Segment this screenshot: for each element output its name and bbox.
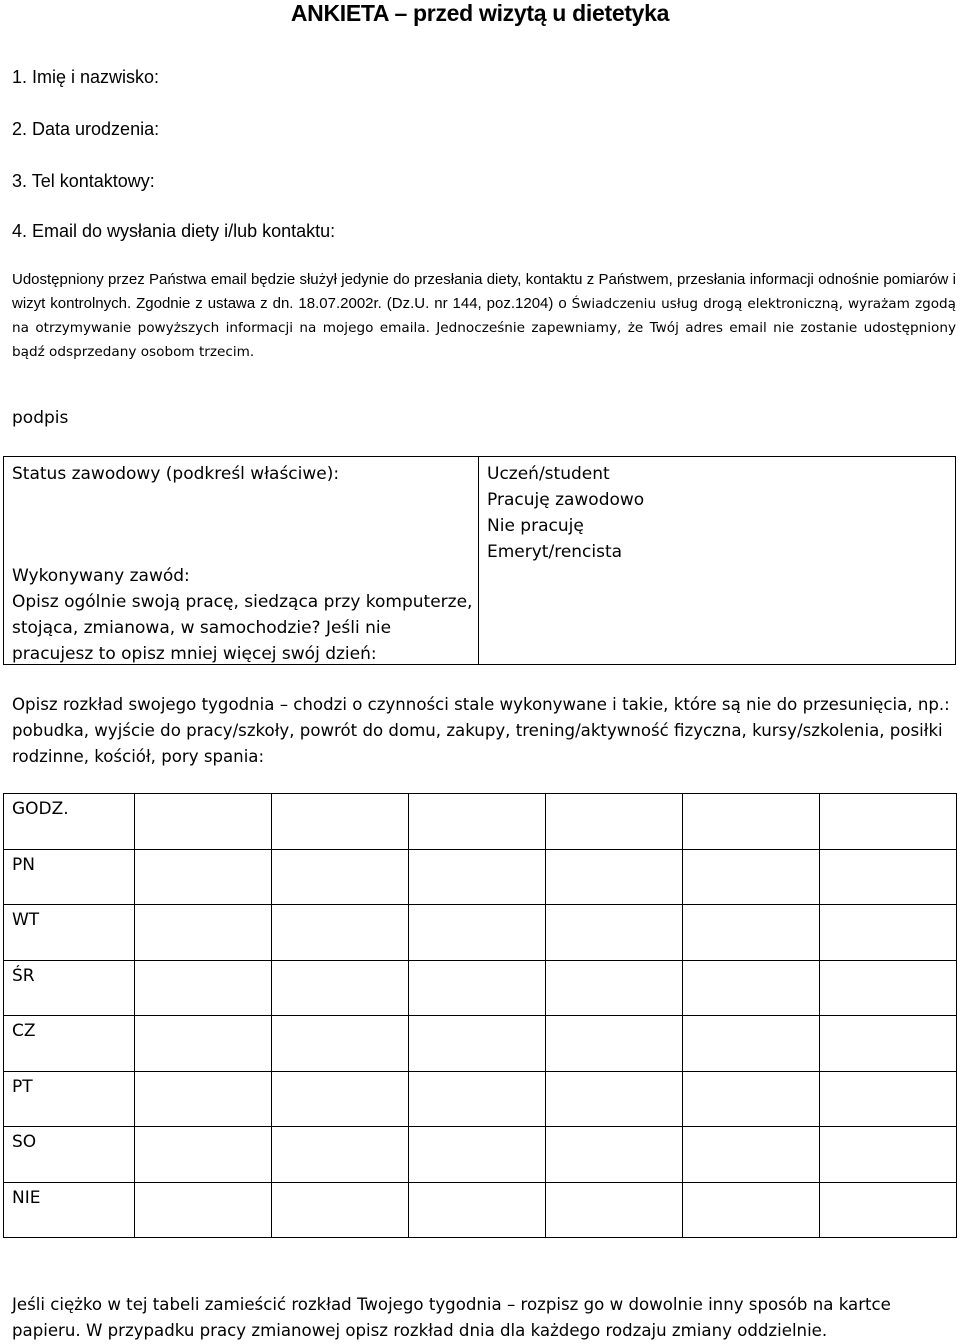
schedule-row-label: GODZ. — [4, 794, 135, 850]
schedule-row-label: ŚR — [4, 960, 135, 1016]
schedule-cell[interactable] — [546, 794, 683, 850]
schedule-row-label: WT — [4, 905, 135, 961]
status-label: Status zawodowy (podkreśl właściwe): — [12, 464, 340, 484]
schedule-cell[interactable] — [683, 1016, 820, 1072]
schedule-cell[interactable] — [135, 1016, 272, 1072]
status-option-unemployed[interactable]: Nie pracuję — [487, 516, 584, 536]
page-title: ANKIETA – przed wizytą u dietetyka — [290, 0, 670, 26]
schedule-row-label: NIE — [4, 1182, 135, 1238]
occupation-description: Opisz ogólnie swoją pracę, siedząca przy komputerze, stojąca, zmianowa, w samochodzie? Jeśli nie pracujesz to opisz mniej więcej swój dzień: — [12, 592, 473, 664]
schedule-cell[interactable] — [272, 905, 409, 961]
status-table — [3, 456, 956, 665]
status-option-retired[interactable]: Emeryt/rencista — [487, 542, 623, 562]
question-birthdate: 2. Data urodzenia: — [12, 119, 160, 139]
schedule-cell[interactable] — [272, 794, 409, 850]
email-consent-text — [12, 268, 956, 364]
occupation-block — [12, 563, 474, 667]
schedule-cell[interactable] — [683, 794, 820, 850]
schedule-cell[interactable] — [135, 849, 272, 905]
schedule-cell[interactable] — [409, 849, 546, 905]
schedule-row — [4, 1127, 957, 1183]
schedule-row-label: SO — [4, 1127, 135, 1183]
schedule-row — [4, 1071, 957, 1127]
schedule-cell[interactable] — [546, 1182, 683, 1238]
schedule-cell[interactable] — [135, 960, 272, 1016]
schedule-cell[interactable] — [820, 1182, 957, 1238]
schedule-cell[interactable] — [683, 849, 820, 905]
question-phone: 3. Tel kontaktowy: — [12, 171, 155, 191]
schedule-cell[interactable] — [683, 960, 820, 1016]
schedule-row — [4, 905, 957, 961]
schedule-row — [4, 1182, 957, 1238]
schedule-cell[interactable] — [409, 1016, 546, 1072]
schedule-cell[interactable] — [820, 849, 957, 905]
schedule-cell[interactable] — [683, 905, 820, 961]
occupation-label: Wykonywany zawód: — [12, 566, 190, 586]
footer-note: Jeśli ciężko w tej tabeli zamieścić rozkład Twojego tygodnia – rozpisz go w dowolnie inny sposób na kartce papieru. W przypadku pracy zmianowej opisz rozkład dnia dla każdego rodzaju zmiany oddzielnie. — [12, 1295, 891, 1340]
schedule-row — [4, 1016, 957, 1072]
schedule-row — [4, 794, 957, 850]
schedule-row-label: CZ — [4, 1016, 135, 1072]
status-option-employed[interactable]: Pracuję zawodowo — [487, 490, 645, 510]
schedule-cell[interactable] — [272, 1182, 409, 1238]
schedule-cell[interactable] — [272, 960, 409, 1016]
schedule-cell[interactable] — [546, 1127, 683, 1183]
schedule-row — [4, 960, 957, 1016]
schedule-cell[interactable] — [135, 1071, 272, 1127]
schedule-cell[interactable] — [546, 1016, 683, 1072]
schedule-cell[interactable] — [546, 960, 683, 1016]
schedule-cell[interactable] — [820, 1127, 957, 1183]
schedule-row-label: PN — [4, 849, 135, 905]
schedule-cell[interactable] — [272, 1016, 409, 1072]
schedule-cell[interactable] — [409, 794, 546, 850]
schedule-cell[interactable] — [820, 905, 957, 961]
schedule-cell[interactable] — [272, 1127, 409, 1183]
status-options-cell — [479, 457, 956, 665]
schedule-cell[interactable] — [546, 849, 683, 905]
schedule-cell[interactable] — [546, 1071, 683, 1127]
schedule-table — [3, 793, 957, 1238]
schedule-cell[interactable] — [409, 960, 546, 1016]
question-email: 4. Email do wysłania diety i/lub kontaktu: — [12, 221, 336, 241]
signature-label: podpis — [12, 408, 69, 428]
schedule-cell[interactable] — [135, 1182, 272, 1238]
schedule-cell[interactable] — [409, 1127, 546, 1183]
schedule-cell[interactable] — [683, 1071, 820, 1127]
schedule-cell[interactable] — [820, 960, 957, 1016]
schedule-cell[interactable] — [135, 794, 272, 850]
question-name: 1. Imię i nazwisko: — [12, 67, 160, 87]
schedule-cell[interactable] — [272, 849, 409, 905]
schedule-row-label: PT — [4, 1071, 135, 1127]
schedule-cell[interactable] — [683, 1182, 820, 1238]
schedule-cell[interactable] — [820, 794, 957, 850]
schedule-cell[interactable] — [820, 1016, 957, 1072]
schedule-cell[interactable] — [409, 905, 546, 961]
schedule-cell[interactable] — [135, 1127, 272, 1183]
schedule-cell[interactable] — [546, 905, 683, 961]
status-left-cell[interactable] — [4, 457, 479, 665]
status-option-student[interactable]: Uczeń/student — [487, 464, 610, 484]
schedule-cell[interactable] — [409, 1182, 546, 1238]
schedule-cell[interactable] — [135, 905, 272, 961]
schedule-cell[interactable] — [409, 1071, 546, 1127]
week-description: Opisz rozkład swojego tygodnia – chodzi o czynności stale wykonywane i takie, które są nie do przesunięcia, np.: pobudka, wyjście do pracy/szkoły, powrót do domu, zakupy, trening/aktywność fizyczna, kursy/szkolenia, posiłki rodzinne, kościół, pory spania: — [12, 695, 950, 766]
schedule-cell[interactable] — [820, 1071, 957, 1127]
status-options — [487, 461, 644, 565]
consent-part-c: . Jednocześnie zapewniamy, że Twój adres email nie zostanie udostępniony bądź odsprzedany osobom trzecim. — [12, 320, 956, 360]
schedule-cell[interactable] — [272, 1071, 409, 1127]
consent-part-b: Świadczeniu usług drogą elektroniczną, wyrażam zgodą na otrzymywanie powyższych informacji na mojego emaila — [12, 296, 956, 336]
consent-part-a: Udostępniony przez Państwa email będzie służył jedynie do przesłania diety, kontaktu z Państwem, przesłania informacji odnośnie pomiarów i wizyt kontrolnych. Zgodnie z ustawa z dn. 18.07.2002r. (Dz.U. nr 144, poz.1204) o — [12, 271, 956, 312]
schedule-cell[interactable] — [683, 1127, 820, 1183]
schedule-row — [4, 849, 957, 905]
